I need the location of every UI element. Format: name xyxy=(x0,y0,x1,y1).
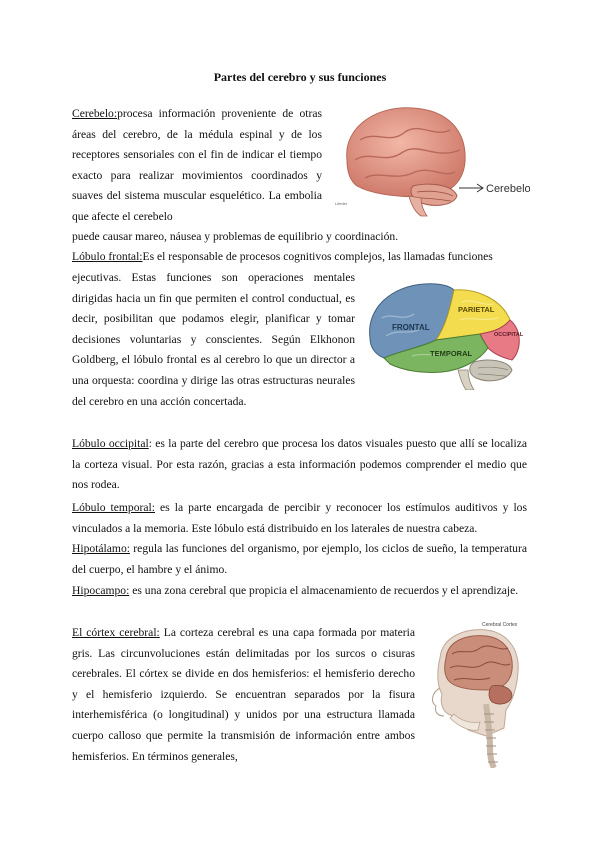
paragraph-cerebelo xyxy=(72,104,322,228)
heading-hipocampo: Hipocampo: xyxy=(72,584,130,597)
caption-lifeder: Lifeder xyxy=(335,201,348,206)
text-cerebelo: procesa información proveniente de otras áreas del cerebro, de la médula espinal y de los receptores sensoriales con el fin de indicar el tiempo exacto para realizar movimientos coordinados y suaves del sistema muscular esquelético. La embolia que afecte el cerebelo xyxy=(72,107,322,223)
brain-cerebelo-illustration xyxy=(335,100,530,218)
page-title: Partes del cerebro y sus funciones xyxy=(213,70,387,84)
brain-lobes-illustration xyxy=(362,278,530,390)
text-cerebelo-cont: puede causar mareo, náusea y problemas de equilibrio y coordinación. xyxy=(72,230,399,243)
label-cerebelo: Cerebelo xyxy=(486,183,530,195)
paragraph-hipocampo xyxy=(72,581,527,602)
text-frontal-rest: ejecutivas. Estas funciones son operaciones mentales dirigidas hacia un fin que permiten el control conductual, es decir, posibilitan que podamos elegir, planificar y tomar decisiones voluntarias y conscientes. Según Elkhonon Goldberg, el lóbulo frontal es al cerebro lo que un director a una orquesta: coordina y dirige las otras estructuras neurales del cerebro en una acción concertada. xyxy=(72,271,355,408)
paragraph-temporal xyxy=(72,498,527,539)
text-frontal-first: Es el responsable de procesos cognitivos complejos, las llamadas funciones xyxy=(142,250,493,263)
figure-lobes xyxy=(362,278,530,390)
label-cortex: Cerebral Cortex xyxy=(482,622,518,628)
paragraph-frontal-cont xyxy=(72,268,355,412)
text-hipotalamo: regula las funciones del organismo, por ejemplo, los ciclos de sueño, la temperatura del cuerpo, el hambre y el ánimo. xyxy=(72,542,527,576)
paragraph-frontal xyxy=(72,247,527,268)
heading-temporal: Lóbulo temporal: xyxy=(72,501,155,514)
text-hipocampo: es una zona cerebral que propicia el almacenamiento de recuerdos y el aprendizaje. xyxy=(129,584,519,597)
paragraph-cerebelo-cont xyxy=(72,227,532,248)
paragraph-cortex xyxy=(72,623,415,767)
label-occipital: OCCIPITAL xyxy=(494,332,524,338)
paragraph-occipital xyxy=(72,434,527,496)
heading-cortex: El córtex cerebral: xyxy=(72,626,160,639)
heading-cerebelo: Cerebelo: xyxy=(72,107,118,120)
label-parietal: PARIETAL xyxy=(458,305,495,314)
text-occipital: : es la parte del cerebro que procesa los datos visuales puesto que allí se localiza la corteza visual. Por esta razón, gracias a esta información podemos comprender el medio que nos rodea. xyxy=(72,437,527,492)
text-temporal: es la parte encargada de percibir y reconocer los estímulos auditivos y los vinculados a la memoria. Este lóbulo está distribuido en los laterales de nuestra cabeza. xyxy=(72,501,527,535)
heading-frontal: Lóbulo frontal: xyxy=(72,250,143,263)
cortex-head-illustration xyxy=(420,618,532,768)
paragraph-hipotalamo xyxy=(72,539,527,580)
text-cortex: La corteza cerebral es una capa formada por materia gris. Las circunvoluciones están delimitadas por los surcos o cisuras cerebrales. El córtex se divide en dos hemisferios: el hemisferio derecho y el hemisferio izquierdo. Se encuentran separados por la fisura interhemisférica (o longitudinal) y unidos por una estructura llamada cuerpo calloso que permite la transmisión de información entre ambos hemisferios. En términos generales, xyxy=(72,626,415,763)
label-frontal: FRONTAL xyxy=(392,323,430,332)
figure-cerebelo xyxy=(335,100,530,218)
figure-cortex xyxy=(420,618,532,768)
label-temporal: TEMPORAL xyxy=(430,349,473,358)
heading-hipotalamo: Hipotálamo: xyxy=(72,542,130,555)
heading-occipital: Lóbulo occipital xyxy=(72,437,149,450)
